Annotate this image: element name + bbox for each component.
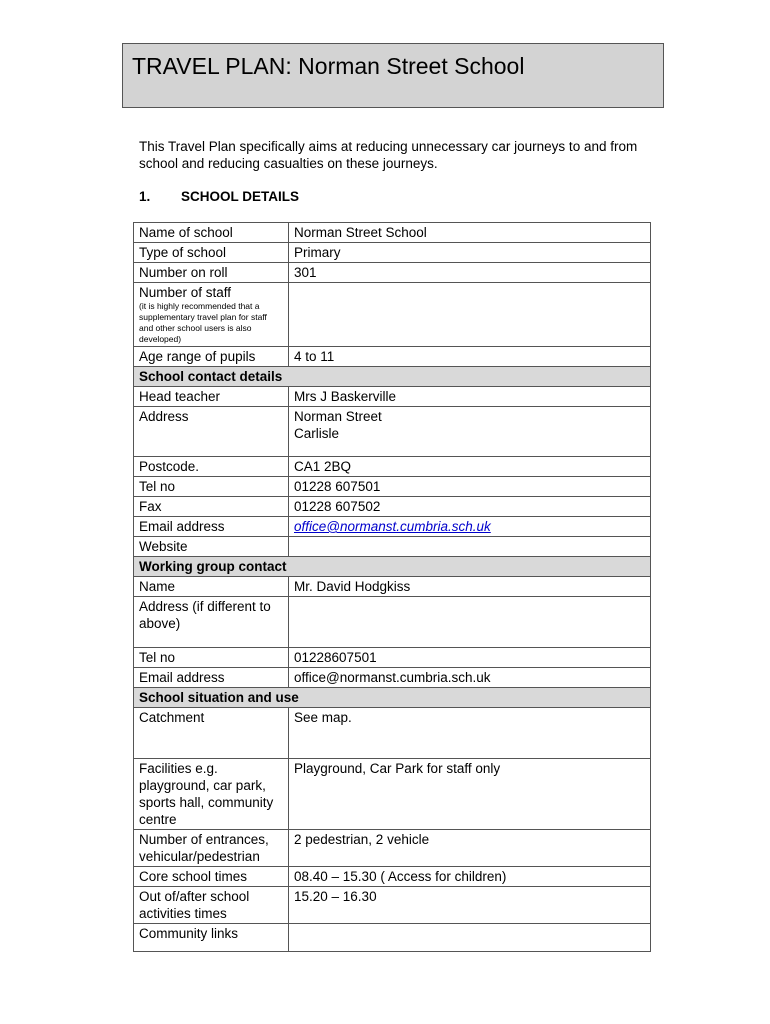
table-row <box>134 283 651 347</box>
row-label: Fax <box>134 497 289 517</box>
table-row <box>134 577 651 597</box>
school-details-table <box>133 222 651 952</box>
row-label: Name <box>134 577 289 597</box>
row-label: Type of school <box>134 243 289 263</box>
row-label: Address (if different to above) <box>134 597 289 648</box>
table-row <box>134 887 651 924</box>
table-row <box>134 924 651 952</box>
row-label: Name of school <box>134 223 289 243</box>
row-value: 01228 607501 <box>289 477 651 497</box>
table-section-row <box>134 367 651 387</box>
row-value: office@normanst.cumbria.sch.uk <box>289 668 651 688</box>
table-row <box>134 497 651 517</box>
table-row <box>134 708 651 759</box>
row-value: Norman Street School <box>289 223 651 243</box>
row-value <box>289 924 651 952</box>
address-line: Carlisle <box>294 426 340 441</box>
row-value: Playground, Car Park for staff only <box>289 759 651 830</box>
row-label: Age range of pupils <box>134 347 289 367</box>
address-line: Norman Street <box>294 409 382 424</box>
row-label: Postcode. <box>134 457 289 477</box>
row-label: Facilities e.g. playground, car park, sports hall, community centre <box>134 759 289 830</box>
table-row <box>134 648 651 668</box>
table-row <box>134 263 651 283</box>
row-value: 01228607501 <box>289 648 651 668</box>
row-label: Tel no <box>134 648 289 668</box>
table-row <box>134 407 651 457</box>
row-value-cell <box>289 407 651 457</box>
table-row <box>134 477 651 497</box>
row-label: Website <box>134 537 289 557</box>
staff-note: (it is highly recommended that a supplementary travel plan for staff and other school users is also developed) <box>139 301 267 344</box>
table-row <box>134 457 651 477</box>
table-row <box>134 517 651 537</box>
title-box <box>122 43 664 108</box>
table-row <box>134 243 651 263</box>
intro-paragraph: This Travel Plan specifically aims at reducing unnecessary car journeys to and from school and reducing casualties on these journeys. <box>139 139 638 171</box>
row-value: Primary <box>289 243 651 263</box>
row-value: CA1 2BQ <box>289 457 651 477</box>
row-label: Catchment <box>134 708 289 759</box>
table-row <box>134 597 651 648</box>
section-heading <box>139 189 299 204</box>
row-label: Number on roll <box>134 263 289 283</box>
row-value: 301 <box>289 263 651 283</box>
row-value <box>289 597 651 648</box>
table-row <box>134 347 651 367</box>
section-header-working-group: Working group contact <box>134 557 651 577</box>
row-label: Number of entrances, vehicular/pedestrian <box>134 830 289 867</box>
table-row <box>134 223 651 243</box>
row-value <box>289 283 651 347</box>
row-label: Email address <box>134 668 289 688</box>
table-row <box>134 759 651 830</box>
table-section-row <box>134 688 651 708</box>
row-value: 2 pedestrian, 2 vehicle <box>289 830 651 867</box>
table-section-row <box>134 557 651 577</box>
document-title: TRAVEL PLAN: Norman Street School <box>132 53 525 79</box>
section-header-contact: School contact details <box>134 367 651 387</box>
row-value: Mrs J Baskerville <box>289 387 651 407</box>
row-value: 01228 607502 <box>289 497 651 517</box>
row-value-cell <box>289 517 651 537</box>
email-link[interactable]: office@normanst.cumbria.sch.uk <box>294 519 491 534</box>
row-value: See map. <box>289 708 651 759</box>
row-label: Address <box>134 407 289 457</box>
row-label: Email address <box>134 517 289 537</box>
table-row <box>134 537 651 557</box>
row-label: Community links <box>134 924 289 952</box>
section-header-situation: School situation and use <box>134 688 651 708</box>
table-row <box>134 668 651 688</box>
row-label: Core school times <box>134 867 289 887</box>
row-value: 08.40 – 15.30 ( Access for children) <box>289 867 651 887</box>
row-label: Out of/after school activities times <box>134 887 289 924</box>
row-value <box>289 537 651 557</box>
row-label: Head teacher <box>134 387 289 407</box>
row-value: 4 to 11 <box>289 347 651 367</box>
row-label: Tel no <box>134 477 289 497</box>
table-row <box>134 830 651 867</box>
section-title: SCHOOL DETAILS <box>181 189 300 204</box>
row-value: Mr. David Hodgkiss <box>289 577 651 597</box>
row-label: Number of staff <box>139 285 232 300</box>
section-number: 1. <box>139 189 151 204</box>
table-row <box>134 387 651 407</box>
row-label-cell <box>134 283 289 347</box>
table-row <box>134 867 651 887</box>
row-value: 15.20 – 16.30 <box>289 887 651 924</box>
